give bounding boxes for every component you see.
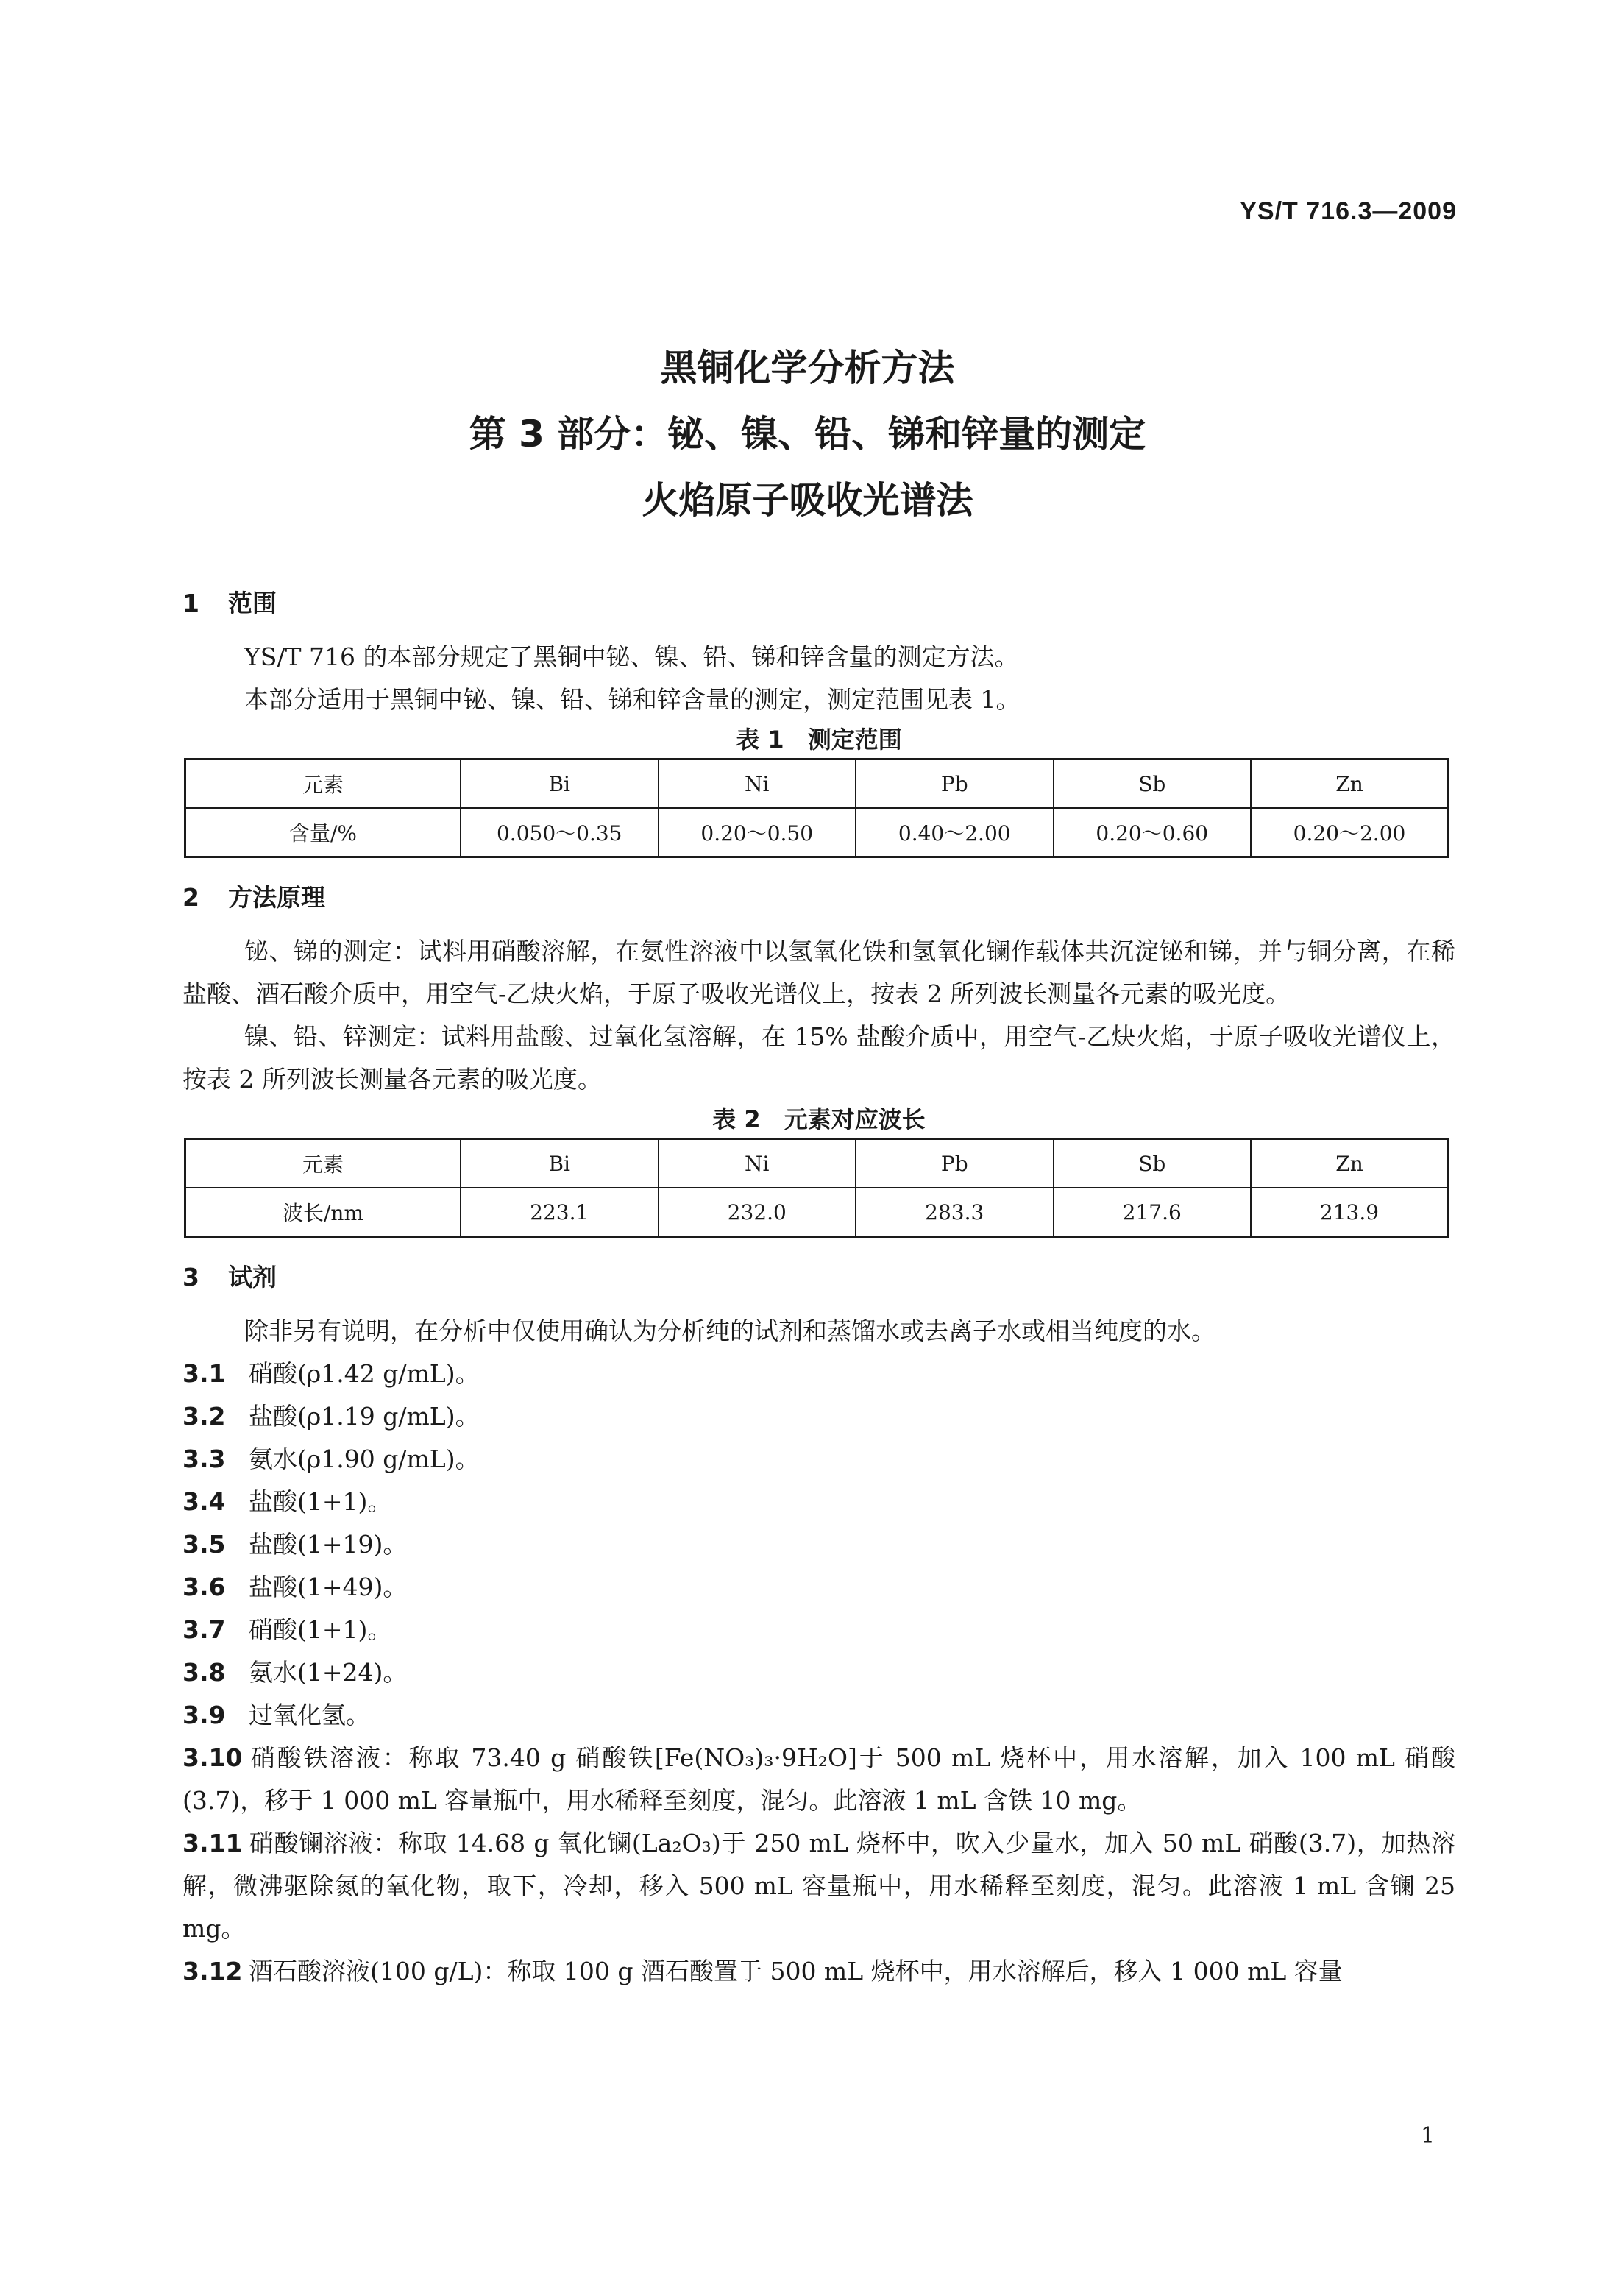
table-cell: 元素 — [185, 759, 461, 809]
section-3-intro: 除非另有说明，在分析中仅使用确认为分析纯的试剂和蒸馏水或去离子水或相当纯度的水。 — [244, 1317, 1215, 1345]
item-text: 过氧化氢。 — [249, 1701, 370, 1729]
table-cell: 0.20～0.60 — [1054, 808, 1252, 857]
item-text: 盐酸(1+49)。 — [249, 1573, 408, 1601]
table-cell: 283.3 — [856, 1188, 1054, 1237]
item-number: 3.6 — [182, 1573, 226, 1601]
table-cell: 0.20～0.50 — [659, 808, 856, 857]
table-header-row — [185, 1139, 1449, 1188]
table-cell: 波长/nm — [185, 1188, 461, 1237]
section-number: 1 — [182, 589, 199, 617]
table-cell: 223.1 — [461, 1188, 659, 1237]
reagent-item — [182, 1523, 1455, 1566]
table-row — [185, 1188, 1449, 1237]
item-number: 3.11 — [182, 1829, 243, 1857]
table-1-caption: 表 1 测定范围 — [736, 726, 902, 754]
item-text: 硝酸(ρ1.42 g/mL)。 — [249, 1359, 480, 1388]
table-2 — [184, 1138, 1449, 1238]
title-line-1: 黑铜化学分析方法 — [660, 347, 955, 389]
item-text: 氨水(ρ1.90 g/mL)。 — [249, 1445, 480, 1473]
reagent-item — [182, 1651, 1455, 1694]
reagent-item — [182, 1822, 1455, 1950]
table-cell: 217.6 — [1054, 1188, 1252, 1237]
table-cell: Pb — [856, 1139, 1054, 1188]
section-1-paragraph: 本部分适用于黑铜中铋、镍、铅、锑和锌含量的测定，测定范围见表 1。 — [244, 685, 1021, 714]
item-text: 盐酸(ρ1.19 g/mL)。 — [249, 1402, 480, 1431]
table-cell: 0.20～2.00 — [1251, 808, 1449, 857]
reagent-item — [182, 1395, 1455, 1438]
table-1 — [184, 758, 1449, 858]
item-text: 氨水(1+24)。 — [249, 1658, 408, 1687]
table-cell: Ni — [659, 759, 856, 809]
section-2-paragraph: 铋、锑的测定：试料用硝酸溶解，在氨性溶液中以氢氧化铁和氢氧化镧作载体共沉淀铋和锑，并与铜分离，在稀盐酸、酒石酸介质中，用空气-乙炔火焰，于原子吸收光谱仪上，按表 2 所列波长测量各元素的吸光度。 — [182, 937, 1455, 1008]
table-cell: Sb — [1054, 1139, 1252, 1188]
reagent-item — [182, 1950, 1455, 1993]
reagent-item — [182, 1438, 1455, 1481]
table-cell: Sb — [1054, 759, 1252, 809]
item-text: 酒石酸溶液(100 g/L)：称取 100 g 酒石酸置于 500 mL 烧杯中，用水溶解后，移入 1 000 mL 容量 — [249, 1957, 1343, 1985]
table-row — [185, 808, 1449, 857]
reagent-item — [182, 1609, 1455, 1651]
section-2-paragraph: 镍、铅、锌测定：试料用盐酸、过氧化氢溶解，在 15% 盐酸介质中，用空气-乙炔火焰，于原子吸收光谱仪上，按表 2 所列波长测量各元素的吸光度。 — [182, 1022, 1455, 1094]
reagent-item — [182, 1694, 1455, 1737]
item-text: 盐酸(1+1)。 — [249, 1487, 392, 1516]
item-number: 3.8 — [182, 1658, 226, 1687]
reagent-item — [182, 1737, 1455, 1822]
table-cell: 含量/% — [185, 808, 461, 857]
table-cell: 0.40～2.00 — [856, 808, 1054, 857]
item-number: 3.1 — [182, 1359, 226, 1388]
section-title: 范围 — [228, 589, 277, 617]
item-text: 硝酸(1+1)。 — [249, 1615, 392, 1644]
section-number: 2 — [182, 883, 199, 912]
item-number: 3.3 — [182, 1445, 226, 1473]
reagent-item — [182, 1353, 1455, 1395]
item-number: 3.10 — [182, 1743, 243, 1772]
table-cell: Bi — [461, 759, 659, 809]
item-number: 3.7 — [182, 1615, 226, 1644]
item-number: 3.12 — [182, 1957, 243, 1985]
title-line-3: 火焰原子吸收光谱法 — [642, 479, 973, 522]
table-cell: Zn — [1251, 1139, 1449, 1188]
section-number: 3 — [182, 1263, 199, 1292]
section-title: 方法原理 — [228, 883, 325, 912]
item-number: 3.9 — [182, 1701, 226, 1729]
item-text: 硝酸铁溶液：称取 73.40 g 硝酸铁[Fe(NO₃)₃·9H₂O]于 500 mL 烧杯中，用水溶解，加入 100 mL 硝酸(3.7)，移于 1 000 mL 容量瓶中，用水稀释至刻度，混匀。此溶液 1 mL 含铁 10 mg。 — [182, 1743, 1455, 1815]
section-1-heading — [182, 581, 1455, 626]
section-1-paragraph: YS/T 716 的本部分规定了黑铜中铋、镍、铅、锑和锌含量的测定方法。 — [244, 642, 1019, 671]
section-2-heading — [182, 876, 1455, 920]
item-number: 3.2 — [182, 1402, 226, 1431]
page-number: 1 — [1420, 2123, 1435, 2149]
table-cell: 213.9 — [1251, 1188, 1449, 1237]
table-cell: Zn — [1251, 759, 1449, 809]
item-text: 硝酸镧溶液：称取 14.68 g 氧化镧(La₂O₃)于 250 mL 烧杯中，吹入少量水，加入 50 mL 硝酸(3.7)，加热溶解，微沸驱除氮的氧化物，取下，冷却，移入 500 mL 容量瓶中，用水稀释至刻度，混匀。此溶液 1 mL 含镧 25 mg。 — [182, 1829, 1455, 1943]
title-line-2: 第 3 部分：铋、镍、铅、锑和锌量的测定 — [469, 413, 1146, 456]
section-title: 试剂 — [228, 1263, 277, 1292]
table-cell: Ni — [659, 1139, 856, 1188]
reagent-item — [182, 1566, 1455, 1609]
section-3-heading — [182, 1255, 1455, 1300]
standard-code: YS/T 716.3—2009 — [1240, 197, 1457, 225]
item-text: 盐酸(1+19)。 — [249, 1530, 408, 1559]
item-number: 3.5 — [182, 1530, 226, 1559]
table-cell: 232.0 — [659, 1188, 856, 1237]
table-cell: 0.050～0.35 — [461, 808, 659, 857]
table-header-row — [185, 759, 1449, 809]
item-number: 3.4 — [182, 1487, 226, 1516]
table-cell: 元素 — [185, 1139, 461, 1188]
table-cell: Bi — [461, 1139, 659, 1188]
document-body — [182, 581, 1455, 1993]
reagent-item — [182, 1481, 1455, 1523]
table-cell: Pb — [856, 759, 1054, 809]
document-title — [0, 335, 1615, 534]
table-2-caption: 表 2 元素对应波长 — [712, 1105, 926, 1133]
